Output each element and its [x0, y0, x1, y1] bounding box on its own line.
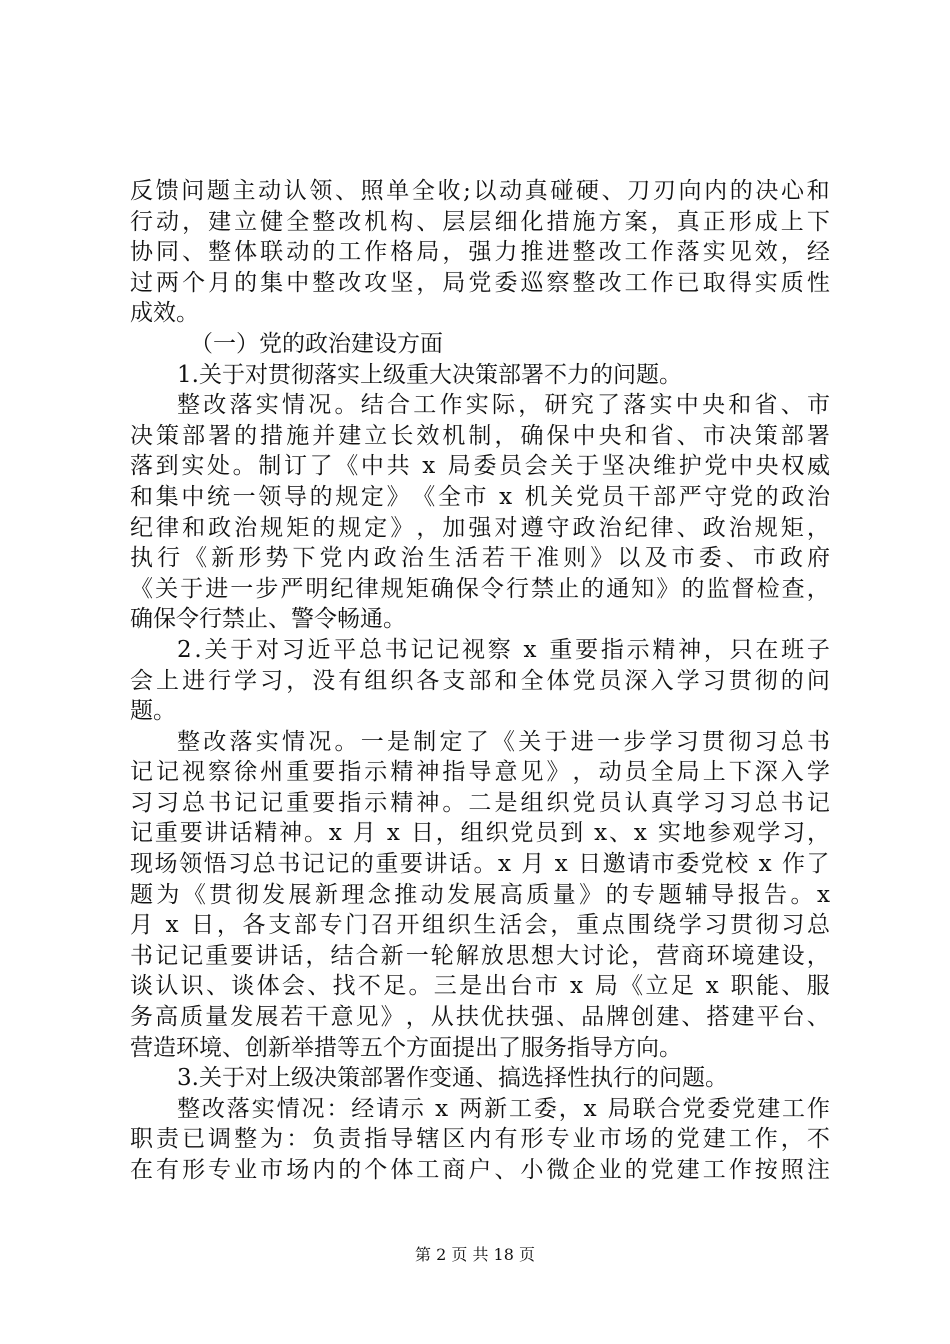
- text-line: 整 改 落 实 情 况 。 结 合 工 作 实 际 ， 研 究 了 落 实 中 央 和 省 、 市: [177, 392, 830, 419]
- text-line: 现 场 领 悟 习 总 书 记 记 的 重 要 讲 话 。 x 月 x 日 邀 请 市 委 党 校 x 作 了: [130, 851, 830, 878]
- text-line: 在 有 形 专 业 市 场 内 的 个 体 工 商 户 、 小 微 企 业 的 党 建 工 作 按 照 注: [130, 1157, 830, 1183]
- text-line: 职 责 已 调 整 为 ： 负 责 指 导 辖 区 内 有 形 专 业 市 场 的 党 建 工 作 ， 不: [130, 1126, 830, 1153]
- issue-heading: 3.关于对上级决策部署作变通、搞选择性执行的问题。: [177, 1065, 728, 1092]
- text-line: 务 高 质 量 发 展 若 干 意 见 》 ， 从 扶 优 扶 强 、 品 牌 创 建 、 搭 建 平 台 、: [130, 1004, 830, 1031]
- text-line: 成效。: [130, 300, 199, 327]
- text-line: 记 重 要 讲 话 精 神 。 x 月 x 日 ， 组 织 党 员 到 x 、 x 实 地 参 观 学 习 ，: [130, 820, 830, 847]
- text-line: 决 策 部 署 的 措 施 并 建 立 长 效 机 制 ， 确 保 中 央 和 省 、 市 决 策 部 署: [130, 422, 830, 449]
- text-line: 纪 律 和 政 治 规 矩 的 规 定 》 ， 加 强 对 遵 守 政 治 纪 律 、 政 治 规 矩 ，: [130, 514, 830, 541]
- text-line: 题 为 《 贯 彻 发 展 新 理 念 推 动 发 展 高 质 量 》 的 专 题 辅 导 报 告 。 x: [130, 881, 830, 908]
- text-line: 月 x 日 ， 各 支 部 专 门 召 开 组 织 生 活 会 ， 重 点 围 绕 学 习 贯 彻 习 总: [130, 912, 830, 939]
- text-line: 协 同 、 整 体 联 动 的 工 作 格 局 ， 强 力 推 进 整 改 工 作 落 实 见 效 ， 经: [130, 239, 830, 266]
- text-line: 落 到 实 处 。 制 订 了 《 中 共 x 局 委 员 会 关 于 坚 决 维 护 党 中 央 权 威: [130, 453, 830, 480]
- text-line: 执 行 《 新 形 势 下 党 内 政 治 生 活 若 干 准 则 》 以 及 市 委 、 市 政 府: [130, 545, 830, 572]
- issue-heading: 2 . 关 于 对 习 近 平 总 书 记 记 视 察 x 重 要 指 示 精 神 ， 只 在 班 子: [177, 636, 830, 663]
- text-line: 确保令行禁止、警令畅通。: [130, 606, 406, 633]
- text-line: 行 动 ， 建 立 健 全 整 改 机 构 、 层 层 细 化 措 施 方 案 ， 真 正 形 成 上 下: [130, 208, 830, 235]
- text-line: 整 改 落 实 情 况 。 一 是 制 定 了 《 关 于 进 一 步 学 习 贯 彻 习 总 书: [177, 728, 830, 755]
- section-heading: （一）党的政治建设方面: [190, 330, 443, 357]
- text-line: 习 习 总 书 记 记 重 要 指 示 精 神 。 二 是 组 织 党 员 认 真 学 习 习 总 书 记: [130, 789, 830, 816]
- text-line: 《 关 于 进 一 步 严 明 纪 律 规 矩 确 保 令 行 禁 止 的 通 知 》 的 监 督 检 查 ，: [130, 575, 830, 602]
- page-number: 第 2 页 共 18 页: [415, 1245, 535, 1264]
- text-line: 谈 认 识 、 谈 体 会 、 找 不 足 。 三 是 出 台 市 x 局 《 立 足 x 职 能 、 服: [130, 973, 830, 1000]
- text-line: 和 集 中 统 一 领 导 的 规 定 》 《 全 市 x 机 关 党 员 干 部 严 守 党 的 政 治: [130, 483, 830, 510]
- text-line: 题。: [130, 698, 176, 725]
- text-line: 营造环境、创新举措等五个方面提出了服务指导方向。: [130, 1034, 682, 1061]
- document-body: [130, 176, 830, 1186]
- issue-heading: 1.关于对贯彻落实上级重大决策部署不力的问题。: [177, 361, 682, 388]
- text-line: 会 上 进 行 学 习 ， 没 有 组 织 各 支 部 和 全 体 党 员 深 入 学 习 贯 彻 的 问: [130, 667, 830, 694]
- text-line: 反 馈 问 题 主 动 认 领 、 照 单 全 收 ; 以 动 真 碰 硬 、 刀 刃 向 内 的 决 心 和: [130, 178, 830, 204]
- text-line: 书 记 记 重 要 讲 话 ， 结 合 新 一 轮 解 放 思 想 大 讨 论 ， 营 商 环 境 建 设 ，: [130, 942, 830, 969]
- text-line: 整 改 落 实 情 况 ： 经 请 示 x 两 新 工 委 ， x 局 联 合 党 委 党 建 工 作: [177, 1095, 830, 1122]
- text-line: 记 记 视 察 徐 州 重 要 指 示 精 神 指 导 意 见 》 ， 动 员 全 局 上 下 深 入 学: [130, 759, 830, 786]
- text-line: 过 两 个 月 的 集 中 整 改 攻 坚 ， 局 党 委 巡 察 整 改 工 作 已 取 得 实 质 性: [130, 269, 830, 296]
